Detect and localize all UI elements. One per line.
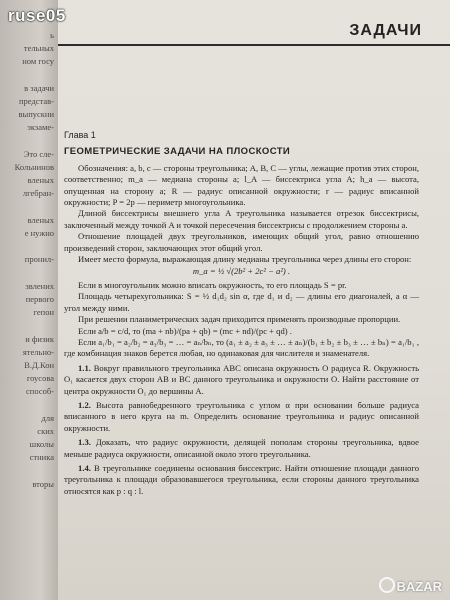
paragraph-proportions: При решении планиметрических задач приходится применять производные пропорции.	[78, 314, 401, 325]
running-head: ЗАДАЧИ	[349, 22, 422, 39]
prev-page-line: Это сле-	[23, 148, 54, 159]
prev-page-line: стника	[29, 452, 54, 463]
prev-page-line: способ-	[26, 386, 54, 397]
prev-page-line: выпускни	[18, 109, 54, 120]
paragraph-median-intro: Имеет место формула, выражающая длину медианы треугольника через длины его сторон:	[78, 254, 412, 265]
prev-page-line: для	[41, 412, 54, 423]
formula-proportion-2: Если a₁/b₁ = a₂/b₂ = a₃/b₃ = … = aₙ/bₙ, то (a₁ ± a₂ ± a₃ ± … ± aₙ)/(b₁ ± b₂ ± b₃ ± … ± bₙ) = a₁/b₁ , где комбинация знаков берется любая, но одинаковая для числителя и знаменателя.	[64, 336, 419, 359]
watermark-logo: BAZAR	[379, 577, 443, 594]
formula-median: m_a = ½ √(2b² + 2c² − a²) .	[192, 266, 291, 277]
prev-page-line: гоусова	[26, 373, 54, 384]
paragraph-area-ratio: Отношение площадей двух треугольников, имеющих общий угол, равно отношению произведений сторон, заключающих этот общий угол.	[64, 231, 419, 253]
problem-1-4: 1.4. В треугольнике соединены основания биссектрис. Найти отношение площади данного треугольника к площади образовавшегося треугольника, если стороны данного треугольника относятся как p : q : l.	[64, 462, 419, 496]
prev-page-line: ном госу	[22, 56, 54, 67]
prev-page-line: ь	[50, 30, 54, 40]
prev-page-line: пронил-	[24, 254, 54, 265]
prev-page-line: В.Д.Кон	[24, 360, 54, 370]
header-rule	[58, 44, 450, 46]
prev-page-line: лгебран-	[22, 188, 54, 199]
prev-page-line: гепон	[33, 307, 54, 318]
prev-page-line: Кольнинов	[14, 162, 54, 172]
prev-page-line: экзаме-	[27, 122, 54, 133]
prev-page-line: вленых	[27, 175, 54, 186]
prev-page-line: ских	[37, 426, 54, 436]
bazar-icon	[379, 577, 395, 593]
problem-1-2: 1.2. Высота равнобедренного треугольника с углом α при основании больше радиуса вписанного в него круга на m. Определить основание треугольника и радиус описанной окружности.	[64, 399, 419, 433]
prev-page-line: звлених	[25, 280, 54, 291]
previous-page-edge	[0, 0, 58, 600]
prev-page-line: е нужно	[24, 228, 54, 238]
prev-page-line: представ-	[19, 96, 54, 106]
prev-page-line: школы	[29, 439, 54, 450]
prev-page-line: вторы	[32, 478, 54, 489]
prev-page-line: вленых	[27, 214, 54, 225]
paragraph-bisector: Длиной биссектрисы внешнего угла A треугольника называется отрезок биссектрисы, заключенный между точкой A и точкой пересечения биссектрисы с продолжением стороны a.	[64, 208, 419, 230]
chapter-label: Глава 1	[64, 130, 96, 140]
paragraph-quadrilateral: Площадь четырехугольника: S = ½ d₁d₂ sin α, где d₁ и d₂ — длины его диагоналей, а α — угол между ними.	[64, 291, 419, 313]
paragraph-inscribed: Если в многоугольник можно вписать окружность, то его площадь S = pr.	[78, 279, 347, 290]
chapter-title: ГЕОМЕТРИЧЕСКИЕ ЗАДАЧИ НА ПЛОСКОСТИ	[64, 146, 291, 158]
prev-page-line: ятельно-	[22, 346, 54, 357]
formula-proportion-1: Если a/b = c/d, то (ma + nb)/(pa + qb) = (mc + nd)/(pc + qd) .	[78, 325, 292, 336]
paragraph-notation: Обозначения: a, b, c — стороны треугольника; A, B, C — углы, лежащие против этих сторон, соответственно; m_a — медиана стороны a; l_A — биссектриса угла A; h_a — высота, опущенная на сторону a; R — радиус описанной окружности; r — радиус вписанной окружности; P = 2p — периметр многоугольника.	[64, 162, 419, 208]
problem-1-1: 1.1. Вокруг правильного треугольника ABC описана окружность O радиуса R. Окружность O₁ касается двух сторон AB и BC данного треугольника и окружности O. Найти расстояние от центра окружности O₁ до вершины A.	[64, 362, 420, 396]
page-content	[64, 130, 419, 497]
prev-page-line: в задачи	[24, 82, 54, 93]
prev-page-line: первого	[25, 294, 54, 304]
book-page	[58, 0, 450, 600]
prev-page-line: тельных	[23, 43, 54, 54]
prev-page-line: и физик	[25, 333, 54, 344]
problem-1-3: 1.3. Доказать, что радиус окружности, делящей пополам стороны треугольника, вдвое меньше радиуса окружности, описанной около этого треугольника.	[64, 437, 419, 459]
site-logo: ruse05	[8, 6, 66, 25]
